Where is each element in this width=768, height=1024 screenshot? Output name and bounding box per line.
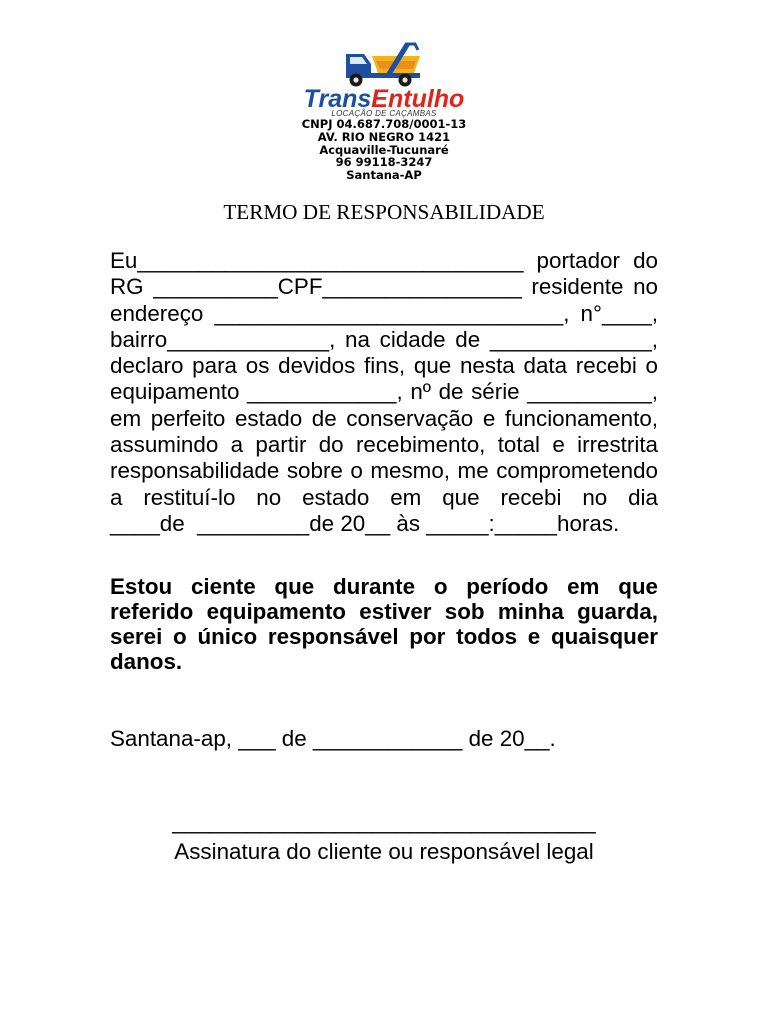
company-phone: 96 99118-3247 [335,155,433,170]
body-line: a restituí-lo no estado em que recebi no dia [110,484,658,510]
signature-label: Assinatura do cliente ou responsável legal [174,839,594,864]
company-cnpj: CNPJ 04.687.708/0001-13 [301,117,467,131]
notice-line: referido equipamento estiver sob minha guarda, [110,598,658,624]
truck-icon [342,40,422,88]
body-line: endereço ____________________________, n°____, [110,300,658,326]
body-line: em perfeito estado de conservação e funcionamento, [110,405,658,431]
company-info [0,118,768,182]
company-city: Santana-AP [346,168,422,183]
notice-line: serei o único responsável por todos e quaisquer [110,624,658,650]
body-line: equipamento ____________, nº de série __________, [110,379,658,405]
company-neighborhood: Acquaville-Tucunaré [319,142,449,157]
body-paragraph [110,248,658,537]
body-line: Eu_______________________________ portador do [110,248,658,273]
body-line: declaro para os devidos fins, que nesta data recebi o [110,353,658,379]
liability-notice [110,574,658,675]
brand-name-part1: Trans [303,85,372,113]
body-line: bairro_____________, na cidade de _____________, [110,326,658,352]
company-address: AV. RIO NEGRO 1421 [317,129,451,144]
notice-line: Estou ciente que durante o período em que [110,573,658,599]
signature-line: __________________________________ [172,809,596,834]
document-title: TERMO DE RESPONSABILIDADE [223,200,545,224]
body-line: responsabilidade sobre o mesmo, me comprometendo [110,458,658,484]
body-line: ____de _________de 20__ às _____:_____horas. [110,510,620,536]
notice-line: danos. [110,649,183,675]
body-line: RG __________CPF________________ residente no [110,274,658,300]
place-date-line: Santana-ap, ___ de ____________ de 20__. [110,726,556,751]
brand-name-part2: Entulho [371,85,465,113]
brand-tagline: LOCAÇÃO DE CAÇAMBAS [331,109,437,118]
body-line: assumindo a partir do recebimento, total e irrestrita [110,432,658,458]
